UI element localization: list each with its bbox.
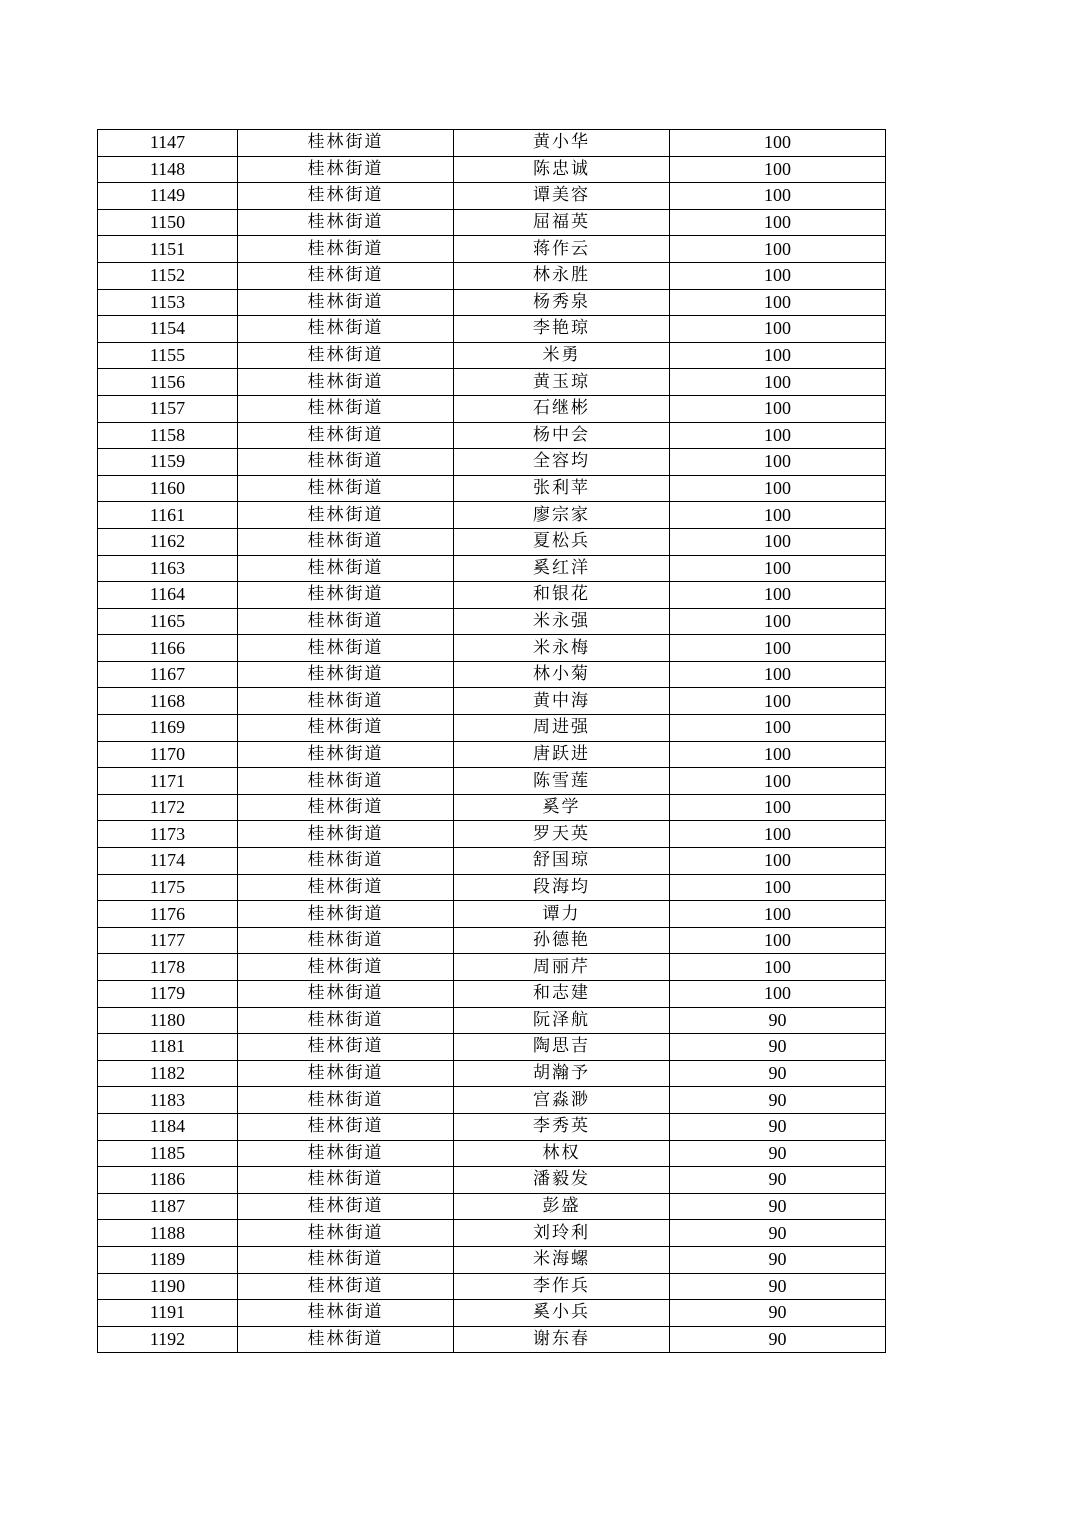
street-cell: 桂林街道 bbox=[238, 848, 454, 875]
table-row bbox=[98, 821, 886, 848]
street-cell: 桂林街道 bbox=[238, 1220, 454, 1247]
name-cell: 杨秀泉 bbox=[454, 289, 670, 316]
street-cell: 桂林街道 bbox=[238, 1167, 454, 1194]
name-cell: 廖宗家 bbox=[454, 502, 670, 529]
row-number-cell: 1165 bbox=[98, 608, 238, 635]
amount-cell: 90 bbox=[670, 1273, 886, 1300]
table-row bbox=[98, 156, 886, 183]
amount-cell: 100 bbox=[670, 768, 886, 795]
name-cell: 奚小兵 bbox=[454, 1300, 670, 1327]
table-row bbox=[98, 688, 886, 715]
amount-cell: 100 bbox=[670, 821, 886, 848]
amount-cell: 100 bbox=[670, 475, 886, 502]
name-cell: 宫淼渺 bbox=[454, 1087, 670, 1114]
table-row bbox=[98, 528, 886, 555]
amount-cell: 100 bbox=[670, 688, 886, 715]
street-cell: 桂林街道 bbox=[238, 821, 454, 848]
street-cell: 桂林街道 bbox=[238, 661, 454, 688]
table-row bbox=[98, 475, 886, 502]
street-cell: 桂林街道 bbox=[238, 1007, 454, 1034]
amount-cell: 90 bbox=[670, 1007, 886, 1034]
row-number-cell: 1180 bbox=[98, 1007, 238, 1034]
street-cell: 桂林街道 bbox=[238, 1273, 454, 1300]
street-cell: 桂林街道 bbox=[238, 608, 454, 635]
row-number-cell: 1176 bbox=[98, 901, 238, 928]
street-cell: 桂林街道 bbox=[238, 475, 454, 502]
row-number-cell: 1166 bbox=[98, 635, 238, 662]
name-cell: 石继彬 bbox=[454, 395, 670, 422]
table-row bbox=[98, 1246, 886, 1273]
name-cell: 杨中会 bbox=[454, 422, 670, 449]
table-row bbox=[98, 715, 886, 742]
row-number-cell: 1187 bbox=[98, 1193, 238, 1220]
row-number-cell: 1169 bbox=[98, 715, 238, 742]
name-cell: 谭美容 bbox=[454, 183, 670, 210]
street-cell: 桂林街道 bbox=[238, 422, 454, 449]
name-cell: 段海均 bbox=[454, 874, 670, 901]
name-cell: 彭盛 bbox=[454, 1193, 670, 1220]
row-number-cell: 1175 bbox=[98, 874, 238, 901]
name-cell: 陈雪莲 bbox=[454, 768, 670, 795]
amount-cell: 100 bbox=[670, 582, 886, 609]
amount-cell: 100 bbox=[670, 289, 886, 316]
street-cell: 桂林街道 bbox=[238, 1326, 454, 1353]
table-row bbox=[98, 422, 886, 449]
row-number-cell: 1179 bbox=[98, 981, 238, 1008]
street-cell: 桂林街道 bbox=[238, 1300, 454, 1327]
street-cell: 桂林街道 bbox=[238, 901, 454, 928]
street-cell: 桂林街道 bbox=[238, 715, 454, 742]
name-cell: 潘毅发 bbox=[454, 1167, 670, 1194]
table-row bbox=[98, 502, 886, 529]
row-number-cell: 1156 bbox=[98, 369, 238, 396]
name-cell: 奚红洋 bbox=[454, 555, 670, 582]
name-cell: 和志建 bbox=[454, 981, 670, 1008]
street-cell: 桂林街道 bbox=[238, 369, 454, 396]
table-row bbox=[98, 262, 886, 289]
table-row bbox=[98, 741, 886, 768]
street-cell: 桂林街道 bbox=[238, 927, 454, 954]
name-cell: 林权 bbox=[454, 1140, 670, 1167]
street-cell: 桂林街道 bbox=[238, 1246, 454, 1273]
street-cell: 桂林街道 bbox=[238, 1140, 454, 1167]
amount-cell: 100 bbox=[670, 395, 886, 422]
table-row bbox=[98, 582, 886, 609]
table-row bbox=[98, 130, 886, 157]
name-cell: 和银花 bbox=[454, 582, 670, 609]
name-cell: 林小菊 bbox=[454, 661, 670, 688]
amount-cell: 100 bbox=[670, 874, 886, 901]
row-number-cell: 1147 bbox=[98, 130, 238, 157]
street-cell: 桂林街道 bbox=[238, 981, 454, 1008]
name-cell: 罗天英 bbox=[454, 821, 670, 848]
street-cell: 桂林街道 bbox=[238, 156, 454, 183]
table-row bbox=[98, 316, 886, 343]
row-number-cell: 1184 bbox=[98, 1113, 238, 1140]
street-cell: 桂林街道 bbox=[238, 874, 454, 901]
name-cell: 黄玉琼 bbox=[454, 369, 670, 396]
table-row bbox=[98, 555, 886, 582]
name-cell: 夏松兵 bbox=[454, 528, 670, 555]
row-number-cell: 1185 bbox=[98, 1140, 238, 1167]
name-cell: 李艳琼 bbox=[454, 316, 670, 343]
street-cell: 桂林街道 bbox=[238, 395, 454, 422]
table-row bbox=[98, 954, 886, 981]
amount-cell: 100 bbox=[670, 635, 886, 662]
table-row bbox=[98, 981, 886, 1008]
table-row bbox=[98, 289, 886, 316]
row-number-cell: 1150 bbox=[98, 209, 238, 236]
amount-cell: 100 bbox=[670, 502, 886, 529]
table-row bbox=[98, 236, 886, 263]
table-row bbox=[98, 1087, 886, 1114]
amount-cell: 100 bbox=[670, 183, 886, 210]
name-cell: 全容均 bbox=[454, 449, 670, 476]
row-number-cell: 1171 bbox=[98, 768, 238, 795]
row-number-cell: 1190 bbox=[98, 1273, 238, 1300]
row-number-cell: 1174 bbox=[98, 848, 238, 875]
name-cell: 李作兵 bbox=[454, 1273, 670, 1300]
row-number-cell: 1191 bbox=[98, 1300, 238, 1327]
street-cell: 桂林街道 bbox=[238, 183, 454, 210]
street-cell: 桂林街道 bbox=[238, 449, 454, 476]
row-number-cell: 1158 bbox=[98, 422, 238, 449]
name-cell: 米勇 bbox=[454, 342, 670, 369]
amount-cell: 90 bbox=[670, 1193, 886, 1220]
amount-cell: 100 bbox=[670, 209, 886, 236]
table-row bbox=[98, 209, 886, 236]
name-cell: 黄中海 bbox=[454, 688, 670, 715]
street-cell: 桂林街道 bbox=[238, 528, 454, 555]
amount-cell: 100 bbox=[670, 156, 886, 183]
name-cell: 屈福英 bbox=[454, 209, 670, 236]
name-cell: 米海螺 bbox=[454, 1246, 670, 1273]
amount-cell: 100 bbox=[670, 422, 886, 449]
row-number-cell: 1167 bbox=[98, 661, 238, 688]
street-cell: 桂林街道 bbox=[238, 741, 454, 768]
street-cell: 桂林街道 bbox=[238, 502, 454, 529]
name-cell: 阮泽航 bbox=[454, 1007, 670, 1034]
amount-cell: 100 bbox=[670, 262, 886, 289]
table-row bbox=[98, 342, 886, 369]
amount-cell: 100 bbox=[670, 555, 886, 582]
data-table bbox=[97, 129, 886, 1353]
street-cell: 桂林街道 bbox=[238, 635, 454, 662]
street-cell: 桂林街道 bbox=[238, 688, 454, 715]
amount-cell: 100 bbox=[670, 927, 886, 954]
table-row bbox=[98, 848, 886, 875]
row-number-cell: 1181 bbox=[98, 1034, 238, 1061]
row-number-cell: 1172 bbox=[98, 794, 238, 821]
amount-cell: 100 bbox=[670, 528, 886, 555]
street-cell: 桂林街道 bbox=[238, 342, 454, 369]
row-number-cell: 1182 bbox=[98, 1060, 238, 1087]
row-number-cell: 1163 bbox=[98, 555, 238, 582]
table-row bbox=[98, 635, 886, 662]
amount-cell: 100 bbox=[670, 316, 886, 343]
name-cell: 米永梅 bbox=[454, 635, 670, 662]
table-row bbox=[98, 661, 886, 688]
table-row bbox=[98, 1140, 886, 1167]
amount-cell: 90 bbox=[670, 1246, 886, 1273]
amount-cell: 100 bbox=[670, 608, 886, 635]
name-cell: 林永胜 bbox=[454, 262, 670, 289]
amount-cell: 90 bbox=[670, 1326, 886, 1353]
row-number-cell: 1159 bbox=[98, 449, 238, 476]
amount-cell: 90 bbox=[670, 1220, 886, 1247]
amount-cell: 90 bbox=[670, 1140, 886, 1167]
name-cell: 舒国琼 bbox=[454, 848, 670, 875]
row-number-cell: 1178 bbox=[98, 954, 238, 981]
name-cell: 刘玲利 bbox=[454, 1220, 670, 1247]
street-cell: 桂林街道 bbox=[238, 1113, 454, 1140]
name-cell: 蒋作云 bbox=[454, 236, 670, 263]
name-cell: 李秀英 bbox=[454, 1113, 670, 1140]
row-number-cell: 1161 bbox=[98, 502, 238, 529]
row-number-cell: 1162 bbox=[98, 528, 238, 555]
street-cell: 桂林街道 bbox=[238, 954, 454, 981]
street-cell: 桂林街道 bbox=[238, 1060, 454, 1087]
row-number-cell: 1170 bbox=[98, 741, 238, 768]
table-row bbox=[98, 1193, 886, 1220]
street-cell: 桂林街道 bbox=[238, 768, 454, 795]
name-cell: 米永强 bbox=[454, 608, 670, 635]
table-row bbox=[98, 1273, 886, 1300]
amount-cell: 90 bbox=[670, 1113, 886, 1140]
table-row bbox=[98, 927, 886, 954]
row-number-cell: 1164 bbox=[98, 582, 238, 609]
table-row bbox=[98, 1220, 886, 1247]
name-cell: 黄小华 bbox=[454, 130, 670, 157]
amount-cell: 100 bbox=[670, 369, 886, 396]
row-number-cell: 1192 bbox=[98, 1326, 238, 1353]
name-cell: 胡瀚予 bbox=[454, 1060, 670, 1087]
table-row bbox=[98, 1167, 886, 1194]
row-number-cell: 1152 bbox=[98, 262, 238, 289]
name-cell: 唐跃进 bbox=[454, 741, 670, 768]
amount-cell: 100 bbox=[670, 342, 886, 369]
street-cell: 桂林街道 bbox=[238, 794, 454, 821]
table-row bbox=[98, 1007, 886, 1034]
table-row bbox=[98, 608, 886, 635]
street-cell: 桂林街道 bbox=[238, 1087, 454, 1114]
amount-cell: 100 bbox=[670, 981, 886, 1008]
street-cell: 桂林街道 bbox=[238, 130, 454, 157]
name-cell: 陈忠诚 bbox=[454, 156, 670, 183]
amount-cell: 100 bbox=[670, 449, 886, 476]
row-number-cell: 1148 bbox=[98, 156, 238, 183]
name-cell: 周进强 bbox=[454, 715, 670, 742]
row-number-cell: 1186 bbox=[98, 1167, 238, 1194]
table-row bbox=[98, 1326, 886, 1353]
street-cell: 桂林街道 bbox=[238, 316, 454, 343]
amount-cell: 100 bbox=[670, 901, 886, 928]
table-row bbox=[98, 1300, 886, 1327]
table-row bbox=[98, 1113, 886, 1140]
row-number-cell: 1160 bbox=[98, 475, 238, 502]
table-row bbox=[98, 395, 886, 422]
amount-cell: 100 bbox=[670, 954, 886, 981]
name-cell: 孙德艳 bbox=[454, 927, 670, 954]
row-number-cell: 1183 bbox=[98, 1087, 238, 1114]
name-cell: 周丽芹 bbox=[454, 954, 670, 981]
name-cell: 张利苹 bbox=[454, 475, 670, 502]
street-cell: 桂林街道 bbox=[238, 262, 454, 289]
row-number-cell: 1154 bbox=[98, 316, 238, 343]
street-cell: 桂林街道 bbox=[238, 1193, 454, 1220]
amount-cell: 90 bbox=[670, 1167, 886, 1194]
row-number-cell: 1153 bbox=[98, 289, 238, 316]
row-number-cell: 1149 bbox=[98, 183, 238, 210]
row-number-cell: 1188 bbox=[98, 1220, 238, 1247]
amount-cell: 100 bbox=[670, 715, 886, 742]
amount-cell: 90 bbox=[670, 1300, 886, 1327]
amount-cell: 100 bbox=[670, 794, 886, 821]
table-row bbox=[98, 874, 886, 901]
row-number-cell: 1155 bbox=[98, 342, 238, 369]
amount-cell: 100 bbox=[670, 848, 886, 875]
table-row bbox=[98, 768, 886, 795]
table-row bbox=[98, 183, 886, 210]
table-row bbox=[98, 1060, 886, 1087]
table-row bbox=[98, 449, 886, 476]
amount-cell: 100 bbox=[670, 130, 886, 157]
row-number-cell: 1151 bbox=[98, 236, 238, 263]
street-cell: 桂林街道 bbox=[238, 209, 454, 236]
amount-cell: 90 bbox=[670, 1034, 886, 1061]
street-cell: 桂林街道 bbox=[238, 289, 454, 316]
street-cell: 桂林街道 bbox=[238, 1034, 454, 1061]
name-cell: 谢东春 bbox=[454, 1326, 670, 1353]
amount-cell: 100 bbox=[670, 661, 886, 688]
name-cell: 谭力 bbox=[454, 901, 670, 928]
table-body bbox=[98, 130, 886, 1353]
amount-cell: 90 bbox=[670, 1087, 886, 1114]
amount-cell: 100 bbox=[670, 236, 886, 263]
row-number-cell: 1177 bbox=[98, 927, 238, 954]
name-cell: 奚学 bbox=[454, 794, 670, 821]
row-number-cell: 1157 bbox=[98, 395, 238, 422]
table-row bbox=[98, 901, 886, 928]
street-cell: 桂林街道 bbox=[238, 236, 454, 263]
row-number-cell: 1173 bbox=[98, 821, 238, 848]
row-number-cell: 1168 bbox=[98, 688, 238, 715]
table-row bbox=[98, 1034, 886, 1061]
street-cell: 桂林街道 bbox=[238, 582, 454, 609]
name-cell: 陶思吉 bbox=[454, 1034, 670, 1061]
table-row bbox=[98, 369, 886, 396]
amount-cell: 90 bbox=[670, 1060, 886, 1087]
amount-cell: 100 bbox=[670, 741, 886, 768]
row-number-cell: 1189 bbox=[98, 1246, 238, 1273]
street-cell: 桂林街道 bbox=[238, 555, 454, 582]
table-row bbox=[98, 794, 886, 821]
